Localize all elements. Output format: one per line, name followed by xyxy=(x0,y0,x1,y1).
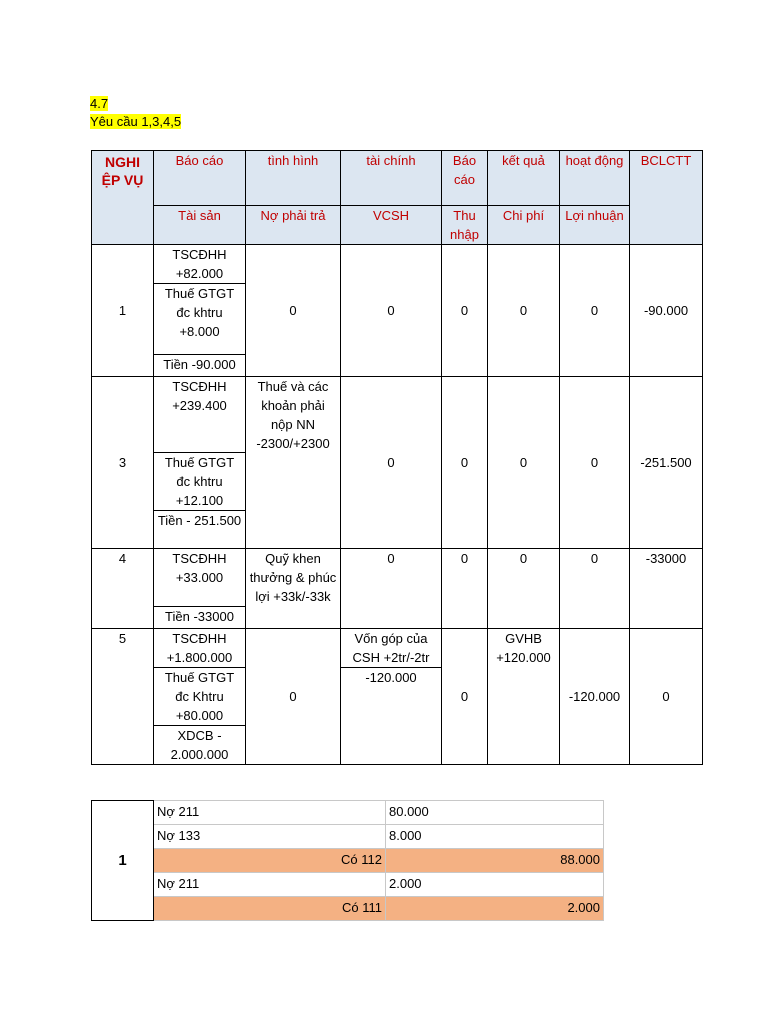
entry-number: 1 xyxy=(92,801,154,921)
cashflow-cell: 0 xyxy=(630,629,703,765)
asset-cell: TSCĐHH +33.000 xyxy=(154,549,246,607)
profit-cell: 0 xyxy=(560,549,630,629)
account-label: Nợ 211 xyxy=(154,801,386,825)
equity-cell: -120.000 xyxy=(341,668,442,765)
exercise-number: 4.7 xyxy=(90,96,109,111)
asset-cell: Tiền -33000 xyxy=(154,607,246,629)
amount-value: 80.000 xyxy=(386,801,604,825)
requirement-line: Yêu cầu 1,3,4,5 xyxy=(90,114,182,129)
asset-cell: Thuế GTGT đc khtru +12.100 xyxy=(154,453,246,511)
account-label: Nợ 133 xyxy=(154,825,386,849)
header-vcsh: VCSH xyxy=(341,206,442,245)
asset-cell: Tiền -90.000 xyxy=(154,355,246,377)
equity-cell: 0 xyxy=(341,549,442,629)
cashflow-cell: -90.000 xyxy=(630,245,703,377)
asset-cell: Thuế GTGT đc khtru +8.000 xyxy=(154,284,246,355)
amount-value: 2.000 xyxy=(386,873,604,897)
header-tai-chinh: tài chính xyxy=(341,151,442,206)
header-tinh-hinh: tình hình xyxy=(246,151,341,206)
header-bclctt: BCLCTT xyxy=(630,151,703,245)
account-label: Nợ 211 xyxy=(154,873,386,897)
row-id-5: 5 xyxy=(92,629,154,765)
amount-value: 8.000 xyxy=(386,825,604,849)
header-ket-qua: kết quả xyxy=(488,151,560,206)
profit-cell: 0 xyxy=(560,245,630,377)
cashflow-cell: -33000 xyxy=(630,549,703,629)
income-cell: 0 xyxy=(442,245,488,377)
credit-account-label: Có 111 xyxy=(154,897,386,921)
header-tai-san: Tài sản xyxy=(154,206,246,245)
equity-cell: 0 xyxy=(341,245,442,377)
liability-cell: 0 xyxy=(246,245,341,377)
equity-cell: 0 xyxy=(341,377,442,549)
income-cell: 0 xyxy=(442,377,488,549)
equity-cell: Vốn góp của CSH +2tr/-2tr xyxy=(341,629,442,668)
liability-cell: 0 xyxy=(246,629,341,765)
asset-cell: XDCB - 2.000.000 xyxy=(154,726,246,765)
header-chi-phi: Chi phí xyxy=(488,206,560,245)
credit-account-label: Có 112 xyxy=(154,849,386,873)
expense-cell: 0 xyxy=(488,245,560,377)
asset-cell: TSCĐHH +82.000 xyxy=(154,245,246,284)
credit-amount-value: 88.000 xyxy=(386,849,604,873)
row-id-1: 1 xyxy=(92,245,154,377)
row-id-3: 3 xyxy=(92,377,154,549)
cashflow-cell: -251.500 xyxy=(630,377,703,549)
row-id-4: 4 xyxy=(92,549,154,629)
income-cell: 0 xyxy=(442,549,488,629)
header-no-phai-tra: Nợ phải trả xyxy=(246,206,341,245)
asset-cell: TSCĐHH +239.400 xyxy=(154,377,246,453)
header-loi-nhuan: Lợi nhuận xyxy=(560,206,630,245)
profit-cell: -120.000 xyxy=(560,629,630,765)
journal-entry-table xyxy=(91,800,604,921)
asset-cell: Tiền - 251.500 xyxy=(154,511,246,549)
expense-cell: 0 xyxy=(488,377,560,549)
header-bao-cao-2: Báo cáo xyxy=(442,151,488,206)
header-thu-nhap: Thu nhập xyxy=(442,206,488,245)
transaction-impact-table xyxy=(91,150,703,765)
expense-cell: 0 xyxy=(488,549,560,629)
expense-cell: GVHB +120.000 xyxy=(488,629,560,765)
profit-cell: 0 xyxy=(560,377,630,549)
asset-cell: TSCĐHH +1.800.000 xyxy=(154,629,246,668)
income-cell: 0 xyxy=(442,629,488,765)
liability-cell: Quỹ khen thưởng & phúc lợi +33k/-33k xyxy=(246,549,341,629)
credit-amount-value: 2.000 xyxy=(386,897,604,921)
liability-cell: Thuế và các khoản phải nộp NN -2300/+2300 xyxy=(246,377,341,549)
header-bao-cao-1: Báo cáo xyxy=(154,151,246,206)
asset-cell: Thuế GTGT đc Khtru +80.000 xyxy=(154,668,246,726)
header-hoat-dong: hoạt động xyxy=(560,151,630,206)
col-header-nghiep-vu: NGHI ỆP VỤ xyxy=(92,151,154,245)
